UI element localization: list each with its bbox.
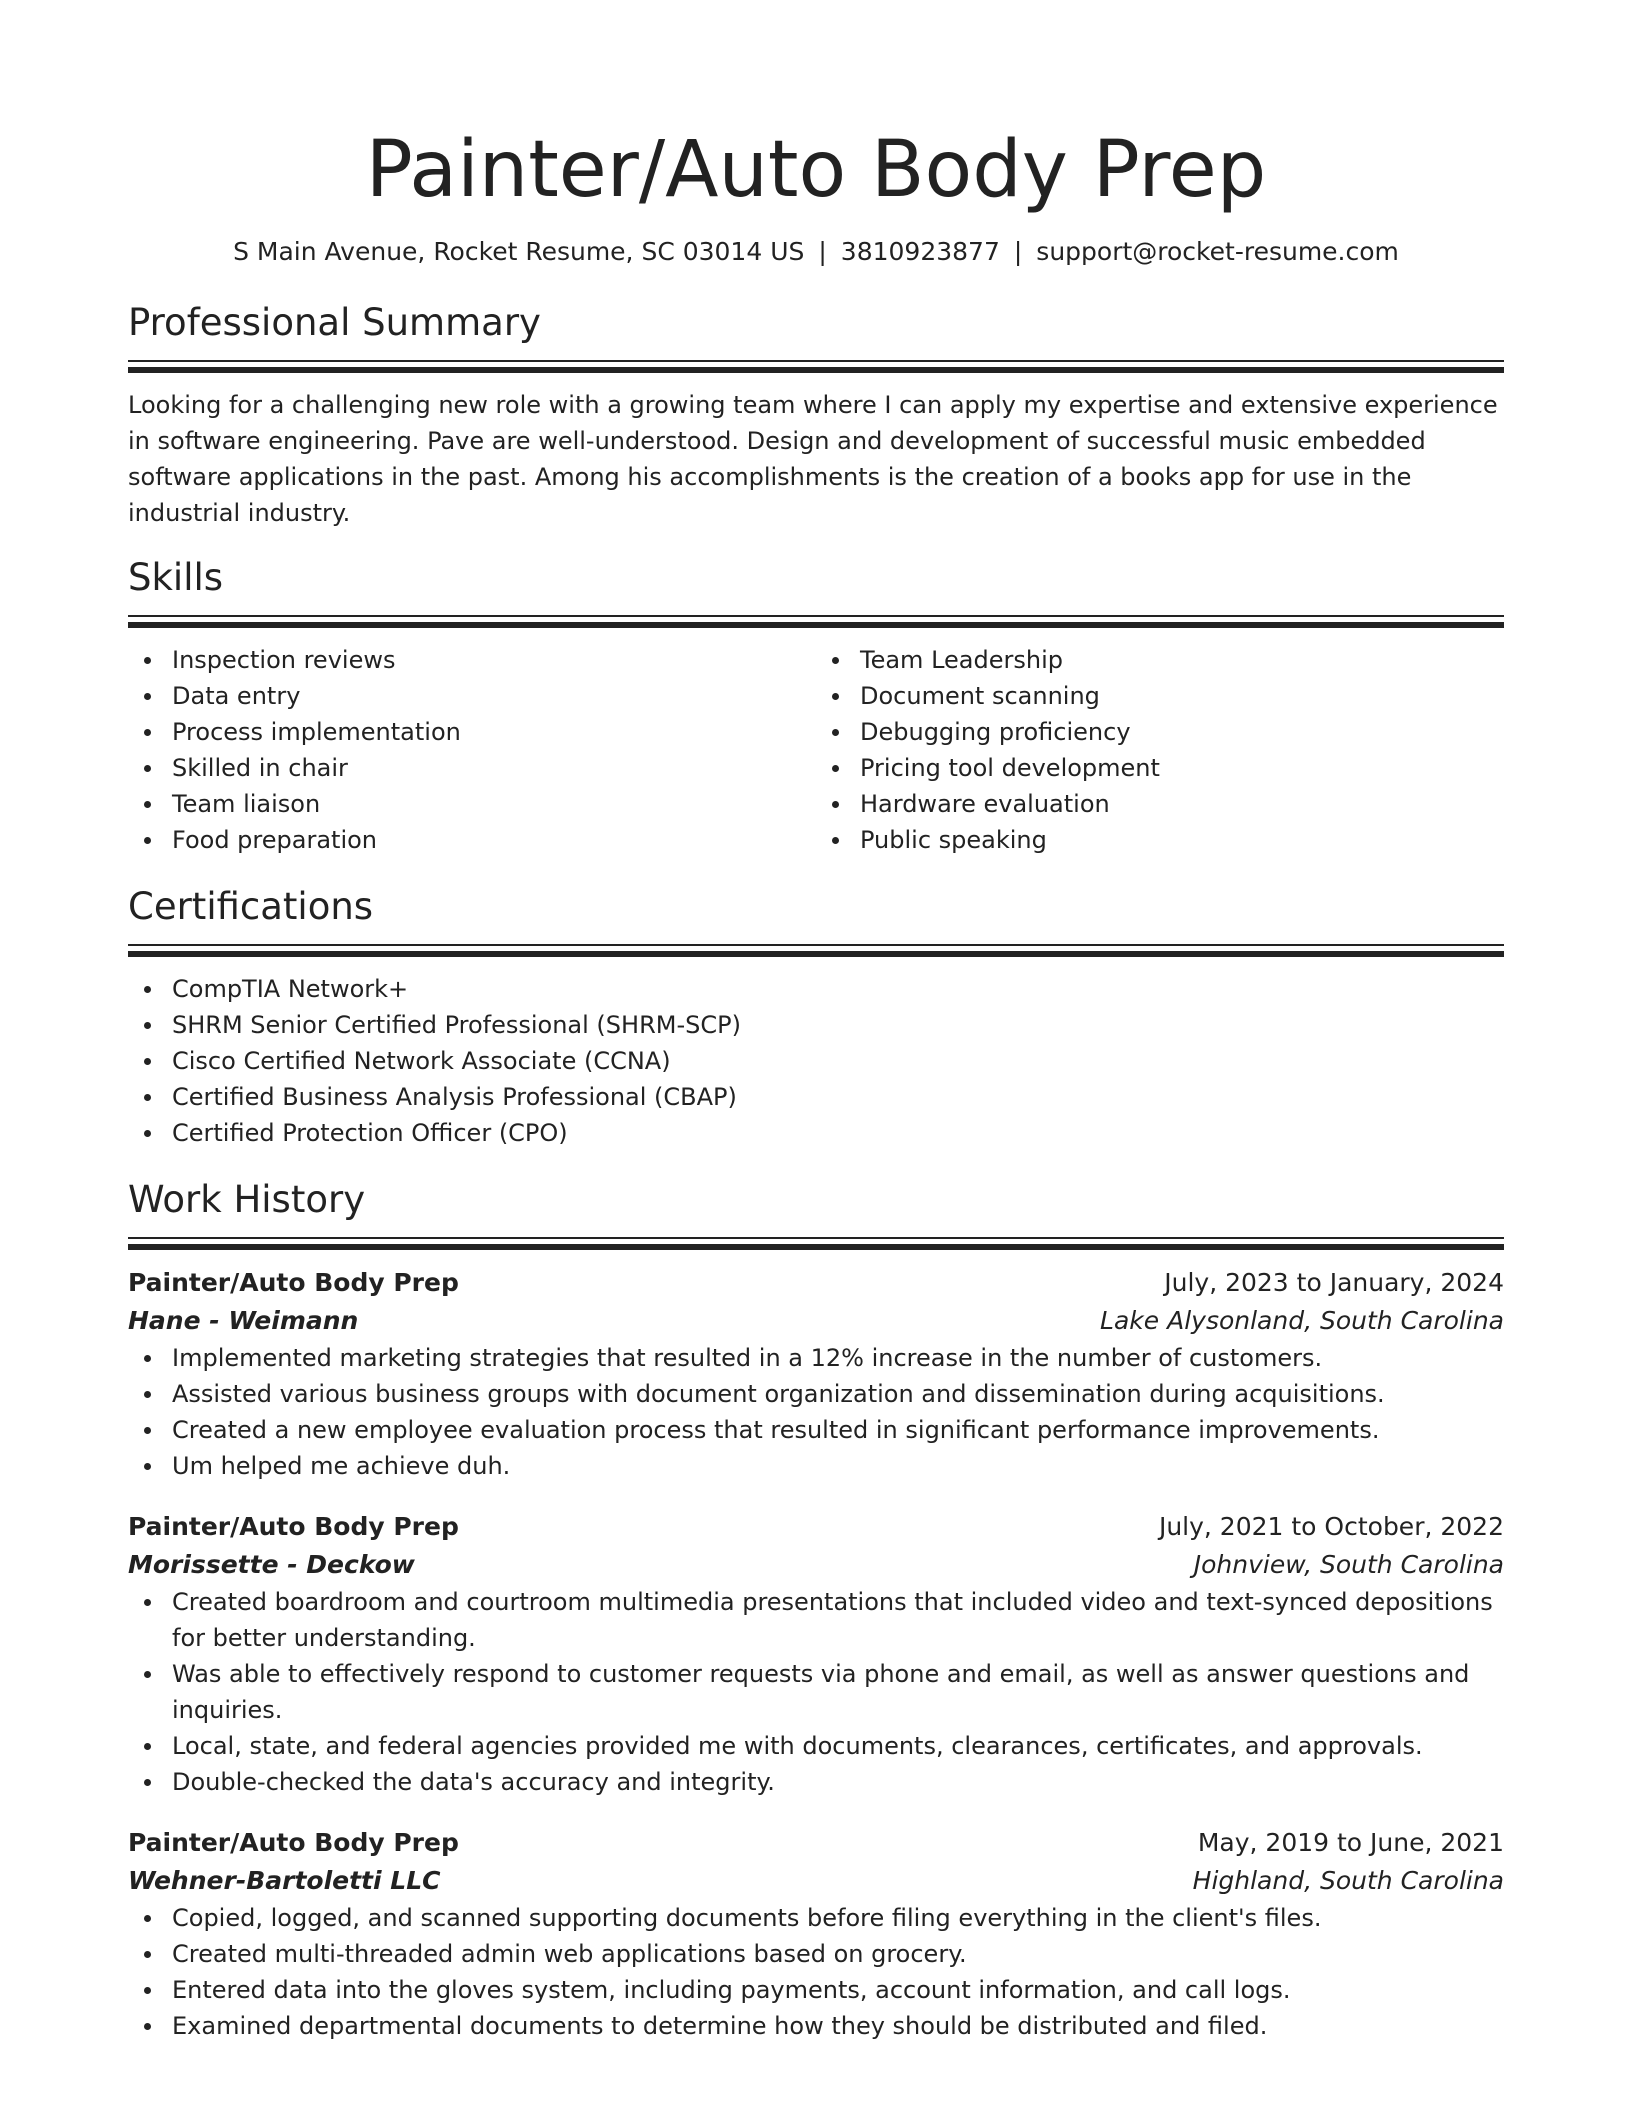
job-bullet: Was able to effectively respond to customer requests via phone and email, as well as answer questions and inquiries. <box>128 1656 1504 1728</box>
section-summary <box>128 300 1504 531</box>
job-bullet: Copied, logged, and scanned supporting documents before filing everything in the client's files. <box>128 1900 1504 1936</box>
job-dates: May, 2019 to June, 2021 <box>1197 1828 1504 1857</box>
skills-list-left <box>128 642 816 858</box>
job-subheader <box>128 1302 1504 1340</box>
skill-item: Data entry <box>128 678 816 714</box>
summary-text: Looking for a challenging new role with a growing team where I can apply my expertise and extensive experience in software engineering. Pave are well-understood. Design and development of successful music embedded software applications in the past. Among his accomplishments is the creation of a books app for use in the industrial industry. <box>128 391 1498 527</box>
skill-item: Debugging proficiency <box>816 714 1504 750</box>
skill-item: Food preparation <box>128 822 816 858</box>
job-header <box>128 1264 1504 1302</box>
skill-item: Team Leadership <box>816 642 1504 678</box>
skill-item: Team liaison <box>128 786 816 822</box>
job-subheader <box>128 1862 1504 1900</box>
job-bullet: Double-checked the data's accuracy and integrity. <box>128 1764 1504 1800</box>
section-title-summary: Professional Summary <box>128 301 541 344</box>
job-bullet: Assisted various business groups with document organization and dissemination during acquisitions. <box>128 1376 1504 1412</box>
skill-item: Process implementation <box>128 714 816 750</box>
section-divider <box>128 615 1504 628</box>
job-bullet: Um helped me achieve duh. <box>128 1448 1504 1484</box>
job-entry <box>128 1264 1504 1484</box>
contact-address: S Main Avenue, Rocket Resume, SC 03014 US <box>233 237 805 266</box>
job-entry <box>128 1824 1504 2044</box>
job-bullet: Created boardroom and courtroom multimedia presentations that included video and text-synced depositions for better understanding. <box>128 1584 1504 1656</box>
job-company: Hane - Weimann <box>128 1306 359 1335</box>
job-bullet: Local, state, and federal agencies provided me with documents, clearances, certificates, and approvals. <box>128 1728 1504 1764</box>
section-certifications <box>128 884 1504 1151</box>
job-bullet: Created multi-threaded admin web applications based on grocery. <box>128 1936 1504 1972</box>
certification-item: Cisco Certified Network Associate (CCNA) <box>128 1043 1504 1079</box>
section-title-work-history: Work History <box>128 1178 366 1221</box>
job-title: Painter/Auto Body Prep <box>128 1268 459 1297</box>
skills-columns <box>128 642 1504 858</box>
contact-phone: 3810923877 <box>840 237 1000 266</box>
job-bullet: Examined departmental documents to determine how they should be distributed and filed. <box>128 2008 1504 2044</box>
job-bullet: Created a new employee evaluation process that resulted in significant performance improvements. <box>128 1412 1504 1448</box>
job-company: Wehner-Bartoletti LLC <box>128 1866 441 1895</box>
skill-item: Pricing tool development <box>816 750 1504 786</box>
certification-item: CompTIA Network+ <box>128 971 1504 1007</box>
section-divider <box>128 944 1504 957</box>
job-title: Painter/Auto Body Prep <box>128 1828 459 1857</box>
skill-item: Public speaking <box>816 822 1504 858</box>
certification-item: SHRM Senior Certified Professional (SHRM-SCP) <box>128 1007 1504 1043</box>
job-bullet: Implemented marketing strategies that resulted in a 12% increase in the number of customers. <box>128 1340 1504 1376</box>
job-dates: July, 2023 to January, 2024 <box>1164 1268 1504 1297</box>
certification-list <box>128 971 1504 1151</box>
contact-line <box>128 236 1504 268</box>
job-location: Highland, South Carolina <box>1192 1866 1504 1895</box>
job-location: Johnview, South Carolina <box>1193 1550 1504 1579</box>
section-divider <box>128 1237 1504 1250</box>
section-divider <box>128 360 1504 373</box>
skills-list-right <box>816 642 1504 858</box>
job-bullet-list <box>128 1900 1504 2044</box>
skill-item: Document scanning <box>816 678 1504 714</box>
certification-item: Certified Business Analysis Professional (CBAP) <box>128 1079 1504 1115</box>
skill-item: Skilled in chair <box>128 750 816 786</box>
job-bullet-list <box>128 1340 1504 1484</box>
section-skills <box>128 555 1504 858</box>
skill-item: Hardware evaluation <box>816 786 1504 822</box>
job-company: Morissette - Deckow <box>128 1550 415 1579</box>
job-subheader <box>128 1546 1504 1584</box>
contact-separator: | <box>818 237 827 266</box>
job-bullet-list <box>128 1584 1504 1800</box>
job-title: Painter/Auto Body Prep <box>128 1512 459 1541</box>
contact-email[interactable]: support@rocket-resume.com <box>1036 237 1399 266</box>
job-header <box>128 1824 1504 1862</box>
section-title-skills: Skills <box>128 556 224 599</box>
skill-item: Inspection reviews <box>128 642 816 678</box>
job-location: Lake Alysonland, South Carolina <box>1100 1306 1504 1335</box>
section-work-history <box>128 1177 1504 2044</box>
candidate-name: Painter/Auto Body Prep <box>365 125 1267 215</box>
certification-item: Certified Protection Officer (CPO) <box>128 1115 1504 1151</box>
contact-separator: | <box>1013 237 1023 266</box>
job-header <box>128 1508 1504 1546</box>
job-dates: July, 2021 to October, 2022 <box>1158 1512 1504 1541</box>
job-entry <box>128 1508 1504 1800</box>
job-bullet: Entered data into the gloves system, including payments, account information, and call logs. <box>128 1972 1504 2008</box>
section-title-certifications: Certifications <box>128 885 374 928</box>
